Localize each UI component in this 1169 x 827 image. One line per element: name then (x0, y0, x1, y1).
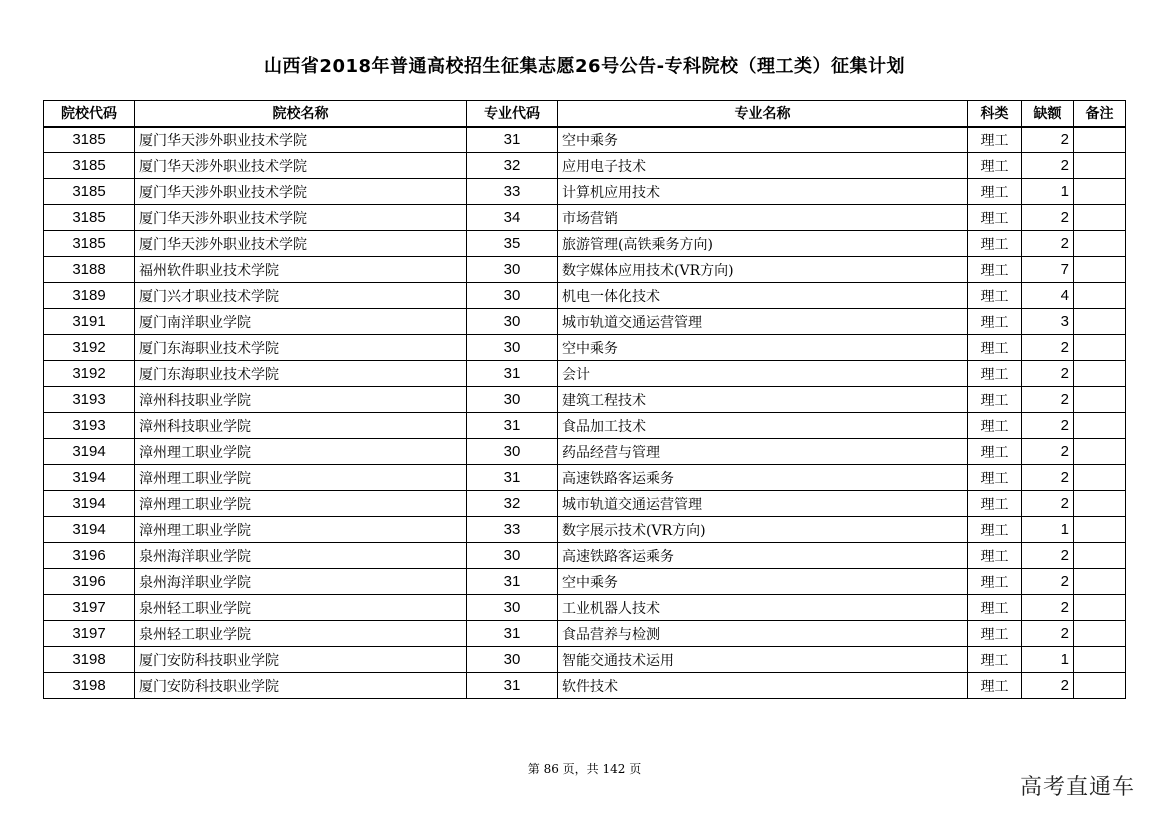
header-note: 备注 (1074, 101, 1126, 127)
cell-note (1074, 595, 1126, 621)
cell-major-code: 30 (467, 283, 558, 309)
cell-note (1074, 673, 1126, 699)
cell-school-name: 厦门华天涉外职业技术学院 (135, 205, 467, 231)
cell-school-name: 厦门华天涉外职业技术学院 (135, 179, 467, 205)
cell-school-name: 厦门东海职业技术学院 (135, 335, 467, 361)
header-school-name: 院校名称 (135, 101, 467, 127)
cell-vacancy: 2 (1022, 621, 1074, 647)
cell-major-name: 应用电子技术 (558, 153, 968, 179)
table-row (44, 205, 1126, 231)
cell-category: 理工 (968, 439, 1022, 465)
table-row (44, 621, 1126, 647)
cell-school-name: 漳州理工职业学院 (135, 465, 467, 491)
cell-note (1074, 335, 1126, 361)
page-footer: 第 86 页，共 142 页 (527, 762, 642, 776)
cell-category: 理工 (968, 569, 1022, 595)
table-row (44, 387, 1126, 413)
cell-category: 理工 (968, 361, 1022, 387)
table-row (44, 283, 1126, 309)
cell-major-code: 30 (467, 387, 558, 413)
cell-major-name: 食品加工技术 (558, 413, 968, 439)
cell-school-name: 厦门华天涉外职业技术学院 (135, 153, 467, 179)
cell-category: 理工 (968, 465, 1022, 491)
cell-school-name: 漳州科技职业学院 (135, 413, 467, 439)
cell-vacancy: 1 (1022, 517, 1074, 543)
cell-major-code: 31 (467, 569, 558, 595)
cell-school-name: 厦门东海职业技术学院 (135, 361, 467, 387)
cell-school-name: 泉州海洋职业学院 (135, 543, 467, 569)
header-vacancy: 缺额 (1022, 101, 1074, 127)
cell-category: 理工 (968, 335, 1022, 361)
cell-note (1074, 517, 1126, 543)
cell-note (1074, 621, 1126, 647)
table-row (44, 413, 1126, 439)
cell-category: 理工 (968, 205, 1022, 231)
cell-major-code: 30 (467, 335, 558, 361)
enrollment-table (43, 100, 1126, 699)
table-row (44, 647, 1126, 673)
cell-category: 理工 (968, 283, 1022, 309)
cell-major-name: 食品营养与检测 (558, 621, 968, 647)
cell-school-code: 3196 (44, 543, 135, 569)
table-row (44, 127, 1126, 153)
cell-school-name: 泉州轻工职业学院 (135, 621, 467, 647)
table-row (44, 335, 1126, 361)
cell-vacancy: 1 (1022, 647, 1074, 673)
cell-note (1074, 257, 1126, 283)
cell-major-name: 建筑工程技术 (558, 387, 968, 413)
cell-major-name: 旅游管理(高铁乘务方向) (558, 231, 968, 257)
cell-category: 理工 (968, 673, 1022, 699)
cell-major-name: 市场营销 (558, 205, 968, 231)
cell-note (1074, 491, 1126, 517)
cell-school-code: 3194 (44, 439, 135, 465)
cell-vacancy: 2 (1022, 543, 1074, 569)
cell-major-name: 空中乘务 (558, 569, 968, 595)
cell-category: 理工 (968, 491, 1022, 517)
cell-school-name: 厦门华天涉外职业技术学院 (135, 127, 467, 153)
cell-category: 理工 (968, 543, 1022, 569)
table-header-row (44, 101, 1126, 127)
cell-major-name: 机电一体化技术 (558, 283, 968, 309)
cell-school-code: 3194 (44, 517, 135, 543)
cell-school-code: 3194 (44, 491, 135, 517)
cell-school-code: 3191 (44, 309, 135, 335)
cell-school-code: 3198 (44, 647, 135, 673)
cell-major-code: 31 (467, 127, 558, 153)
cell-vacancy: 2 (1022, 569, 1074, 595)
cell-school-code: 3193 (44, 387, 135, 413)
cell-major-name: 软件技术 (558, 673, 968, 699)
cell-vacancy: 2 (1022, 153, 1074, 179)
cell-major-name: 数字展示技术(VR方向) (558, 517, 968, 543)
table-row (44, 465, 1126, 491)
cell-major-name: 空中乘务 (558, 335, 968, 361)
cell-note (1074, 153, 1126, 179)
cell-vacancy: 2 (1022, 413, 1074, 439)
cell-note (1074, 439, 1126, 465)
table-row (44, 153, 1126, 179)
cell-vacancy: 2 (1022, 595, 1074, 621)
cell-major-name: 城市轨道交通运营管理 (558, 491, 968, 517)
cell-vacancy: 2 (1022, 127, 1074, 153)
cell-major-code: 30 (467, 543, 558, 569)
cell-vacancy: 2 (1022, 231, 1074, 257)
cell-school-code: 3185 (44, 153, 135, 179)
table-row (44, 569, 1126, 595)
cell-major-code: 30 (467, 309, 558, 335)
cell-vacancy: 1 (1022, 179, 1074, 205)
cell-school-code: 3198 (44, 673, 135, 699)
cell-note (1074, 413, 1126, 439)
cell-note (1074, 205, 1126, 231)
cell-vacancy: 2 (1022, 335, 1074, 361)
cell-major-name: 计算机应用技术 (558, 179, 968, 205)
cell-major-code: 33 (467, 517, 558, 543)
cell-school-name: 漳州理工职业学院 (135, 517, 467, 543)
header-major-code: 专业代码 (467, 101, 558, 127)
cell-vacancy: 7 (1022, 257, 1074, 283)
cell-school-code: 3194 (44, 465, 135, 491)
cell-major-code: 31 (467, 413, 558, 439)
cell-major-code: 31 (467, 673, 558, 699)
cell-school-code: 3193 (44, 413, 135, 439)
cell-note (1074, 361, 1126, 387)
cell-school-name: 漳州理工职业学院 (135, 439, 467, 465)
table-row (44, 595, 1126, 621)
cell-school-code: 3196 (44, 569, 135, 595)
table-row (44, 673, 1126, 699)
cell-school-code: 3192 (44, 361, 135, 387)
cell-major-code: 32 (467, 491, 558, 517)
cell-school-name: 厦门安防科技职业学院 (135, 647, 467, 673)
cell-note (1074, 465, 1126, 491)
cell-school-code: 3197 (44, 621, 135, 647)
cell-major-name: 高速铁路客运乘务 (558, 465, 968, 491)
header-school-code: 院校代码 (44, 101, 135, 127)
cell-vacancy: 2 (1022, 491, 1074, 517)
header-category: 科类 (968, 101, 1022, 127)
cell-major-code: 30 (467, 257, 558, 283)
cell-category: 理工 (968, 127, 1022, 153)
cell-category: 理工 (968, 309, 1022, 335)
cell-category: 理工 (968, 413, 1022, 439)
cell-major-name: 城市轨道交通运营管理 (558, 309, 968, 335)
cell-school-name: 漳州理工职业学院 (135, 491, 467, 517)
cell-school-name: 漳州科技职业学院 (135, 387, 467, 413)
table-row (44, 231, 1126, 257)
cell-note (1074, 283, 1126, 309)
cell-major-name: 工业机器人技术 (558, 595, 968, 621)
cell-note (1074, 543, 1126, 569)
cell-vacancy: 4 (1022, 283, 1074, 309)
cell-major-name: 会计 (558, 361, 968, 387)
cell-category: 理工 (968, 153, 1022, 179)
cell-category: 理工 (968, 595, 1022, 621)
cell-major-name: 数字媒体应用技术(VR方向) (558, 257, 968, 283)
cell-vacancy: 2 (1022, 387, 1074, 413)
cell-vacancy: 2 (1022, 439, 1074, 465)
cell-major-code: 35 (467, 231, 558, 257)
cell-major-code: 32 (467, 153, 558, 179)
cell-category: 理工 (968, 621, 1022, 647)
cell-school-code: 3185 (44, 127, 135, 153)
cell-school-name: 厦门兴才职业技术学院 (135, 283, 467, 309)
cell-school-code: 3185 (44, 179, 135, 205)
cell-category: 理工 (968, 257, 1022, 283)
cell-vacancy: 2 (1022, 673, 1074, 699)
cell-note (1074, 387, 1126, 413)
cell-note (1074, 647, 1126, 673)
table-row (44, 517, 1126, 543)
cell-major-code: 30 (467, 439, 558, 465)
cell-major-code: 33 (467, 179, 558, 205)
table-row (44, 491, 1126, 517)
table-row (44, 361, 1126, 387)
table-body (44, 127, 1126, 699)
cell-vacancy: 2 (1022, 361, 1074, 387)
cell-category: 理工 (968, 179, 1022, 205)
cell-note (1074, 569, 1126, 595)
table-row (44, 179, 1126, 205)
cell-school-code: 3189 (44, 283, 135, 309)
cell-vacancy: 2 (1022, 465, 1074, 491)
cell-major-code: 31 (467, 621, 558, 647)
cell-category: 理工 (968, 387, 1022, 413)
cell-note (1074, 231, 1126, 257)
cell-vacancy: 2 (1022, 205, 1074, 231)
cell-school-name: 厦门南洋职业学院 (135, 309, 467, 335)
cell-school-name: 泉州海洋职业学院 (135, 569, 467, 595)
cell-school-name: 泉州轻工职业学院 (135, 595, 467, 621)
cell-school-code: 3197 (44, 595, 135, 621)
cell-major-code: 31 (467, 361, 558, 387)
cell-major-name: 药品经营与管理 (558, 439, 968, 465)
cell-major-name: 智能交通技术运用 (558, 647, 968, 673)
cell-major-name: 高速铁路客运乘务 (558, 543, 968, 569)
cell-school-code: 3185 (44, 205, 135, 231)
cell-major-code: 31 (467, 465, 558, 491)
cell-school-code: 3192 (44, 335, 135, 361)
table-row (44, 257, 1126, 283)
page-title: 山西省2018年普通高校招生征集志愿26号公告-专科院校（理工类）征集计划 (263, 56, 906, 77)
watermark: 高考直通车 (1020, 775, 1136, 800)
cell-major-code: 34 (467, 205, 558, 231)
cell-category: 理工 (968, 517, 1022, 543)
cell-note (1074, 309, 1126, 335)
cell-note (1074, 127, 1126, 153)
cell-school-name: 福州软件职业技术学院 (135, 257, 467, 283)
cell-category: 理工 (968, 647, 1022, 673)
cell-note (1074, 179, 1126, 205)
cell-school-name: 厦门华天涉外职业技术学院 (135, 231, 467, 257)
table-row (44, 439, 1126, 465)
cell-vacancy: 3 (1022, 309, 1074, 335)
cell-school-code: 3185 (44, 231, 135, 257)
cell-school-code: 3188 (44, 257, 135, 283)
table-row (44, 543, 1126, 569)
cell-major-name: 空中乘务 (558, 127, 968, 153)
cell-school-name: 厦门安防科技职业学院 (135, 673, 467, 699)
header-major-name: 专业名称 (558, 101, 968, 127)
cell-category: 理工 (968, 231, 1022, 257)
cell-major-code: 30 (467, 647, 558, 673)
table-row (44, 309, 1126, 335)
cell-major-code: 30 (467, 595, 558, 621)
